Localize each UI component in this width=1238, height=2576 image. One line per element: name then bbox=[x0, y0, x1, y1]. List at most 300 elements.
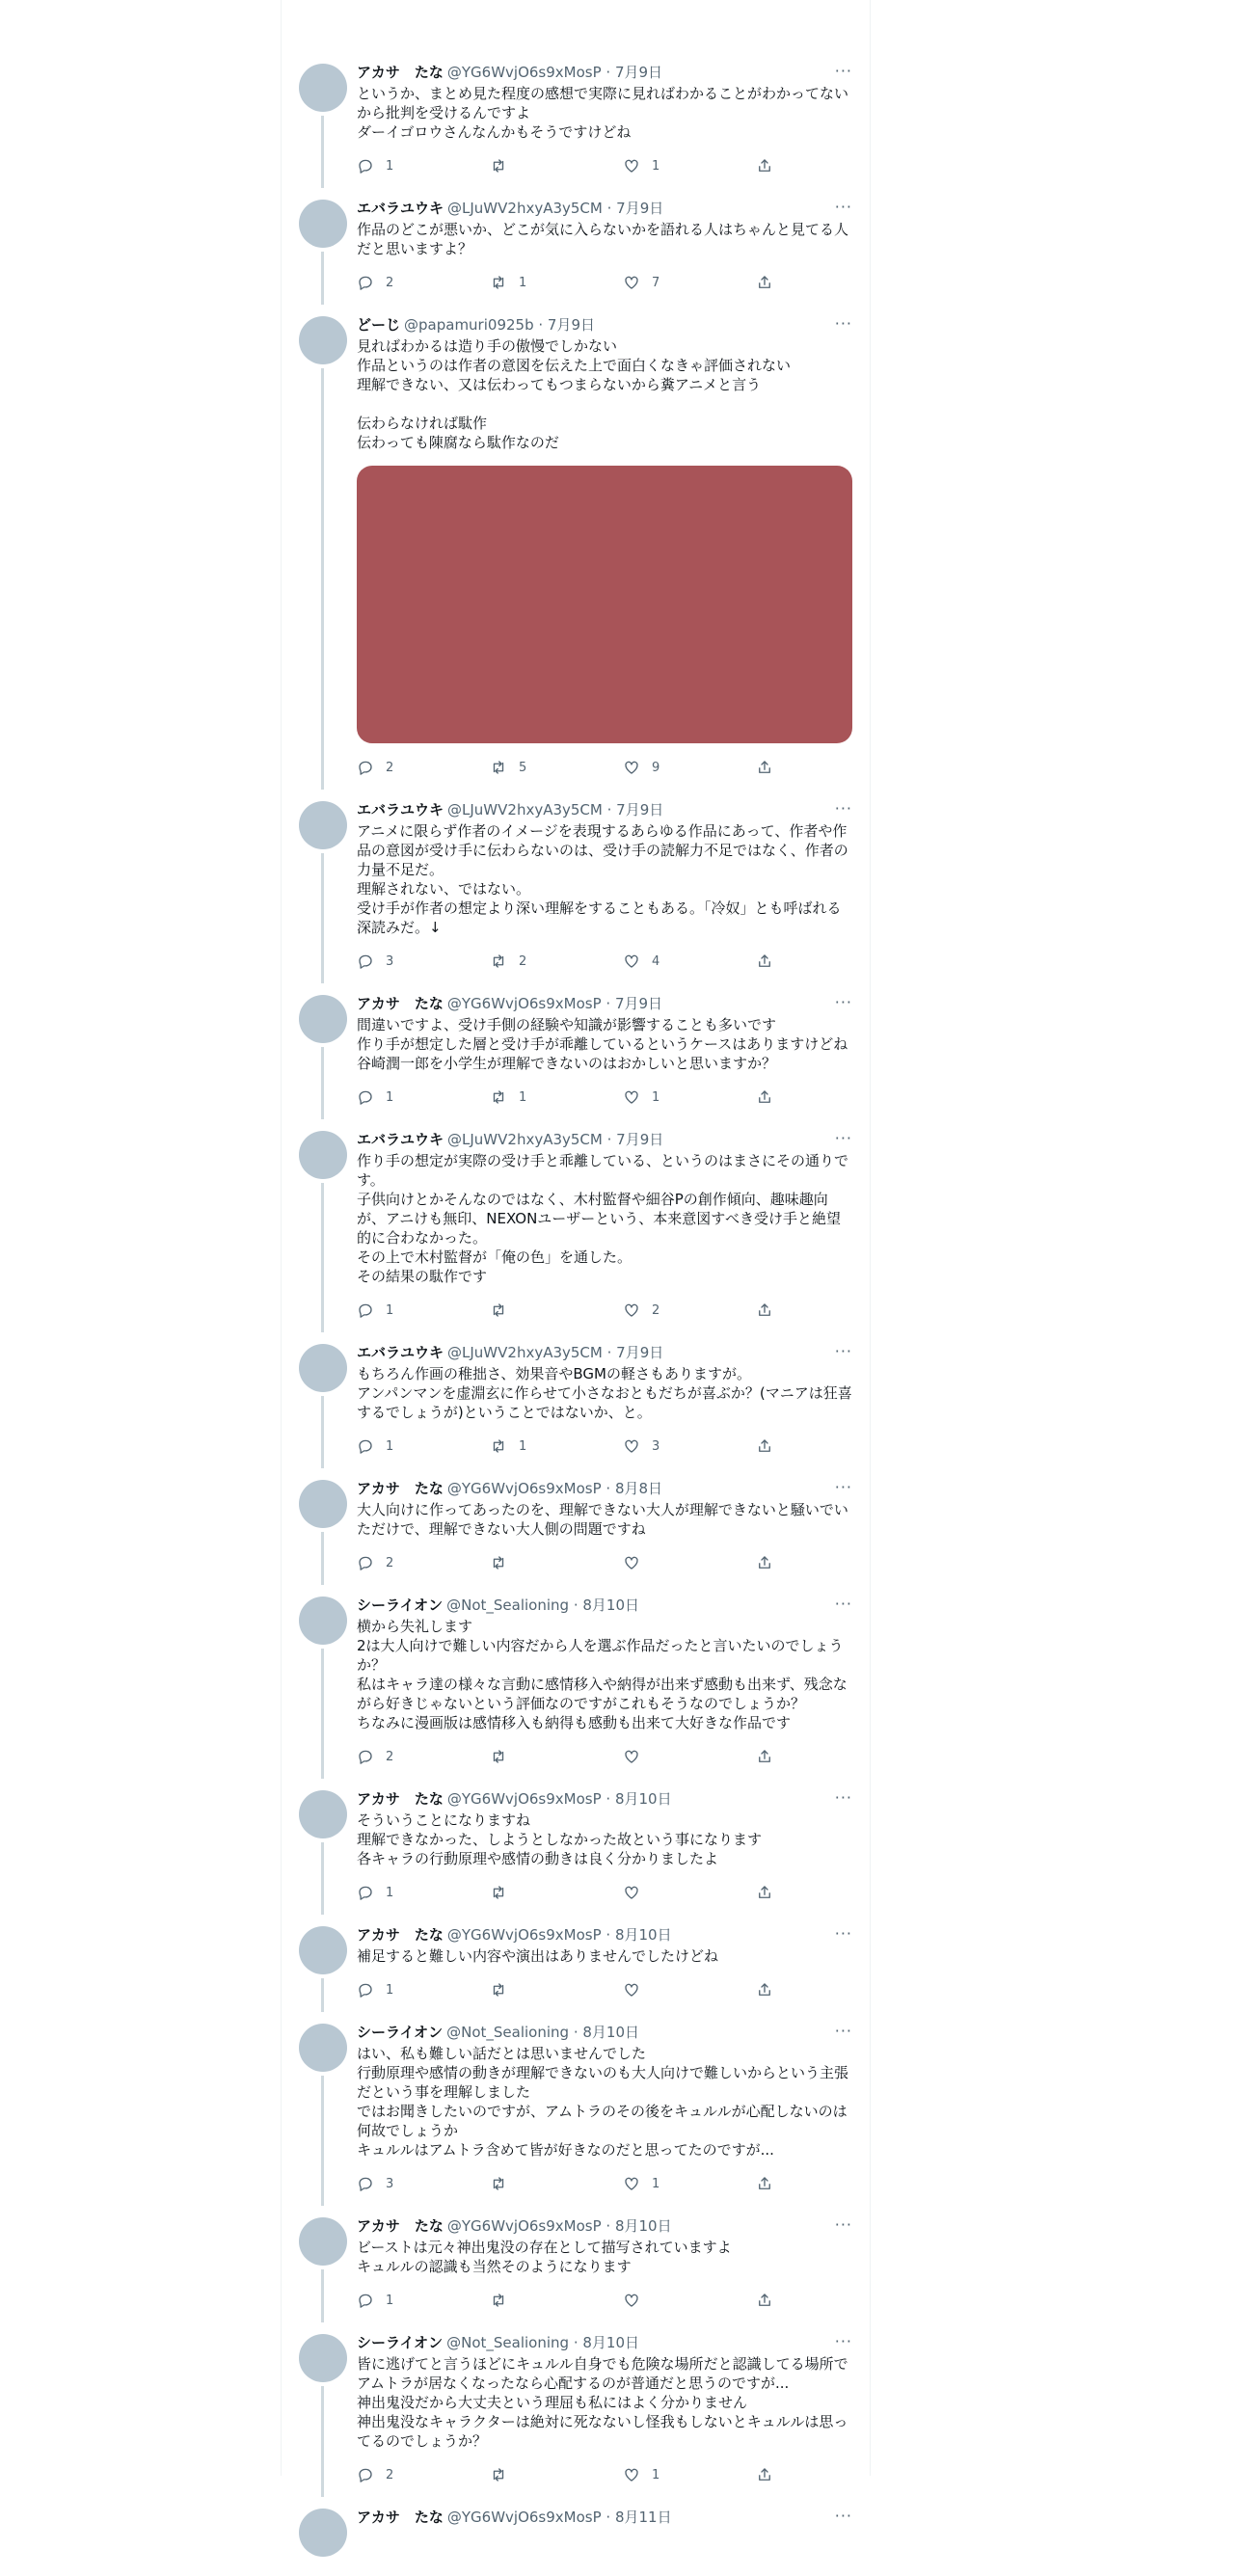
separator: · bbox=[533, 316, 548, 334]
avatar[interactable] bbox=[299, 316, 347, 364]
display-name[interactable]: アカサ たな bbox=[357, 1790, 444, 1808]
separator: · bbox=[569, 1597, 583, 1614]
reply-icon bbox=[357, 2466, 374, 2483]
reply-icon bbox=[357, 1884, 374, 1901]
tweet-header bbox=[357, 995, 852, 1012]
reply-icon bbox=[357, 157, 374, 174]
handle: @Not_Sealioning bbox=[446, 1597, 570, 1614]
share-button[interactable] bbox=[756, 759, 785, 776]
like-button[interactable] bbox=[623, 2292, 756, 2309]
separator: · bbox=[602, 200, 617, 217]
display-name[interactable]: アカサ たな bbox=[357, 995, 444, 1012]
handle-and-date[interactable] bbox=[447, 1131, 663, 1148]
handle: @LJuWV2hxyA3y5CM bbox=[447, 801, 603, 818]
share-icon bbox=[756, 1088, 773, 1106]
like-count: 4 bbox=[652, 953, 660, 969]
reply-icon bbox=[357, 1981, 374, 1999]
more-options-icon[interactable]: ··· bbox=[834, 314, 852, 333]
more-options-icon[interactable]: ··· bbox=[834, 2507, 852, 2525]
avatar[interactable] bbox=[299, 200, 347, 248]
action-bar bbox=[357, 751, 852, 784]
handle: @LJuWV2hxyA3y5CM bbox=[447, 200, 603, 217]
reply-count: 2 bbox=[386, 2467, 394, 2482]
tweet-text: そういうことになりますね 理解できなかった、しようとしなかった故という事になります 各キャラの行動原理や感情の動きは良く分かりましたよ bbox=[357, 1811, 763, 1867]
tweet[interactable] bbox=[282, 2501, 870, 2566]
tweet-header bbox=[357, 316, 852, 334]
tweet-header bbox=[357, 64, 852, 81]
action-bar bbox=[357, 1430, 852, 1462]
tweet[interactable] bbox=[282, 1589, 870, 1773]
tweet-body bbox=[357, 309, 852, 784]
heart-icon bbox=[623, 1088, 640, 1106]
tweet-body bbox=[357, 793, 852, 978]
reply-icon bbox=[357, 759, 374, 776]
reply-button[interactable] bbox=[357, 274, 490, 291]
tweet-header bbox=[357, 200, 852, 217]
retweet-icon bbox=[490, 1884, 507, 1901]
display-name[interactable]: シーライオン bbox=[357, 2024, 444, 2041]
tweet[interactable] bbox=[282, 987, 870, 1114]
share-icon bbox=[756, 953, 773, 970]
heart-icon bbox=[623, 2292, 640, 2309]
avatar-column bbox=[299, 1926, 347, 2006]
tweet-text: はい、私も難しい話だとは思いませんでした 行動原理や感情の動きが理解できないのも大人向けで難しいからという主張だという事を理解しました ではお聞きしたいのですが、アムトラのその後をキュルルが心配しないのは何故でしょうか キュルルはアムトラ含めて皆が好きなのだと思ってたのですが... bbox=[357, 2045, 849, 2159]
reply-icon bbox=[357, 1088, 374, 1106]
separator: · bbox=[601, 2509, 615, 2526]
share-icon bbox=[756, 1554, 773, 1571]
more-options-icon[interactable]: ··· bbox=[834, 1342, 852, 1360]
retweet-icon bbox=[490, 953, 507, 970]
tweet-body bbox=[357, 2016, 852, 2200]
more-options-icon[interactable]: ··· bbox=[834, 799, 852, 818]
more-options-icon[interactable]: ··· bbox=[834, 1478, 852, 1496]
retweet-button[interactable] bbox=[490, 1981, 623, 1999]
handle: @YG6WvjO6s9xMosP bbox=[446, 1926, 602, 1944]
tweet-body bbox=[357, 1919, 852, 2006]
action-bar bbox=[357, 1546, 852, 1579]
conversation-thread bbox=[282, 56, 870, 2576]
reply-count: 1 bbox=[386, 1302, 394, 1318]
reply-icon bbox=[357, 2292, 374, 2309]
tweet-header bbox=[357, 2217, 852, 2235]
thread-connector-line bbox=[321, 2269, 324, 2322]
retweet-icon bbox=[490, 759, 507, 776]
action-bar bbox=[357, 149, 852, 182]
handle: @Not_Sealioning bbox=[446, 2024, 570, 2041]
share-button[interactable] bbox=[756, 1884, 785, 1901]
tweet[interactable] bbox=[282, 2326, 870, 2491]
handle-and-date[interactable] bbox=[447, 1790, 672, 1808]
separator: · bbox=[569, 2334, 583, 2351]
tweet[interactable] bbox=[282, 1783, 870, 1909]
heart-icon bbox=[623, 157, 640, 174]
more-options-icon[interactable]: ··· bbox=[834, 62, 852, 80]
avatar-column bbox=[299, 316, 347, 784]
handle-and-date[interactable] bbox=[447, 801, 663, 818]
display-name[interactable]: アカサ たな bbox=[357, 2217, 444, 2235]
tweet-text: 作り手の想定が実際の受け手と乖離している、というのはまさにその通りです。 子供向けとかそんなのではなく、木村監督や細谷Pの創作傾向、趣味趣向が、アニけも無印、NEXONユーザーという、本来意図すべき受け手と絶望的に合わなかった。 その上で木村監督が「俺の色」を通した。 その結果の駄作です bbox=[357, 1152, 849, 1285]
avatar-column bbox=[299, 2334, 347, 2491]
retweet-icon bbox=[490, 1554, 507, 1571]
reply-count: 2 bbox=[386, 760, 394, 775]
display-name[interactable]: シーライオン bbox=[357, 2334, 444, 2351]
like-button[interactable] bbox=[623, 2466, 756, 2483]
heart-icon bbox=[623, 1884, 640, 1901]
retweet-count: 1 bbox=[519, 275, 527, 290]
handle-and-date[interactable] bbox=[404, 316, 595, 334]
action-bar bbox=[357, 2458, 852, 2491]
tweet[interactable] bbox=[282, 1472, 870, 1579]
action-bar bbox=[357, 1081, 852, 1114]
display-name[interactable]: エバラユウキ bbox=[357, 801, 444, 818]
tweet-body bbox=[357, 2501, 852, 2566]
like-button[interactable] bbox=[623, 157, 756, 174]
share-button[interactable] bbox=[756, 1981, 785, 1999]
reply-icon bbox=[357, 1554, 374, 1571]
like-button[interactable] bbox=[623, 2175, 756, 2192]
separator: · bbox=[601, 1926, 615, 1944]
tweet-header bbox=[357, 1597, 852, 1614]
heart-icon bbox=[623, 953, 640, 970]
tweet[interactable] bbox=[282, 192, 870, 299]
display-name[interactable]: シーライオン bbox=[357, 1597, 444, 1614]
avatar-column bbox=[299, 1480, 347, 1579]
retweet-button[interactable] bbox=[490, 1884, 623, 1901]
tweet-header bbox=[357, 2024, 852, 2041]
reply-button[interactable] bbox=[357, 1088, 490, 1106]
display-name[interactable]: アカサ たな bbox=[357, 64, 444, 81]
share-icon bbox=[756, 1884, 773, 1901]
reply-icon bbox=[357, 2175, 374, 2192]
reply-count: 1 bbox=[386, 1885, 394, 1900]
display-name[interactable]: エバラユウキ bbox=[357, 200, 444, 217]
tweet-body bbox=[357, 1589, 852, 1773]
tweet-text: 皆に逃げてと言うほどにキュルル自身でも危険な場所だと認識してる場所でアムトラが居なくなったなら心配するのが普通だと思うのですが... 神出鬼没だから大丈夫という理屈も私にはよく分かりません 神出鬼没なキャラクターは絶対に死なないし怪我もしないとキュルルは思ってるのでしょうか？ bbox=[357, 2355, 848, 2450]
avatar[interactable] bbox=[299, 1597, 347, 1645]
tweet-text: 間違いですよ、受け手側の経験や知識が影響することも多いです 作り手が想定した層と受け手が乖離しているというケースはありますけどね 谷崎潤一郎を小学生が理解できないのはおかしいと思いますか？ bbox=[357, 1016, 848, 1072]
action-bar bbox=[357, 2167, 852, 2200]
handle: @YG6WvjO6s9xMosP bbox=[446, 2217, 602, 2235]
thread-connector-line bbox=[321, 1649, 324, 1779]
handle-and-date[interactable] bbox=[447, 1344, 663, 1361]
reply-button[interactable] bbox=[357, 2466, 490, 2483]
reply-count: 2 bbox=[386, 275, 394, 290]
reply-icon bbox=[357, 1437, 374, 1455]
reply-button[interactable] bbox=[357, 1301, 490, 1319]
avatar-column bbox=[299, 2217, 347, 2317]
tweet-text: 補足すると難しい内容や演出はありませんでしたけどね bbox=[357, 1947, 719, 1965]
reply-button[interactable] bbox=[357, 1981, 490, 1999]
retweet-button[interactable] bbox=[490, 1748, 623, 1765]
tweet-body bbox=[357, 192, 852, 299]
more-options-icon[interactable]: ··· bbox=[834, 198, 852, 216]
retweet-button[interactable] bbox=[490, 1088, 623, 1106]
thread-connector-line bbox=[321, 1047, 324, 1119]
like-count: 9 bbox=[652, 760, 660, 775]
retweet-button[interactable] bbox=[490, 1437, 623, 1455]
more-options-icon[interactable]: ··· bbox=[834, 2215, 852, 2234]
avatar[interactable] bbox=[299, 1926, 347, 1974]
separator: · bbox=[601, 995, 615, 1012]
display-name[interactable]: アカサ たな bbox=[357, 1480, 444, 1497]
tweet-body bbox=[357, 1472, 852, 1579]
tweet[interactable] bbox=[282, 56, 870, 182]
handle-and-date[interactable] bbox=[447, 995, 662, 1012]
like-button[interactable] bbox=[623, 1748, 756, 1765]
display-name[interactable]: アカサ たな bbox=[357, 1926, 444, 1944]
handle: @YG6WvjO6s9xMosP bbox=[446, 1790, 602, 1808]
retweet-count: 2 bbox=[519, 953, 527, 969]
retweet-icon bbox=[490, 274, 507, 291]
timestamp: 8月10日 bbox=[582, 1597, 639, 1614]
avatar[interactable] bbox=[299, 64, 347, 112]
handle-and-date[interactable] bbox=[447, 2509, 672, 2526]
handle-and-date[interactable] bbox=[446, 2334, 639, 2351]
reply-count: 2 bbox=[386, 1555, 394, 1570]
reply-button[interactable] bbox=[357, 1437, 490, 1455]
share-button[interactable] bbox=[756, 157, 785, 174]
more-options-icon[interactable]: ··· bbox=[834, 1924, 852, 1943]
reply-count: 2 bbox=[386, 1749, 394, 1764]
like-button[interactable] bbox=[623, 953, 756, 970]
tweet-header bbox=[357, 2509, 852, 2526]
like-button[interactable] bbox=[623, 759, 756, 776]
share-icon bbox=[756, 2292, 773, 2309]
action-bar bbox=[357, 1973, 852, 2006]
share-icon bbox=[756, 1748, 773, 1765]
tweet-text: アニメに限らず作者のイメージを表現するあらゆる作品にあって、作者や作品の意図が受け手に伝わらないのは、受け手の読解力不足ではなく、作者の力量不足だ。 理解されない、ではない。 受け手が作者の想定より深い理解をすることもある。「冷奴」とも呼ばれる深読みだ。↓ bbox=[357, 822, 848, 936]
timestamp: 7月9日 bbox=[616, 1344, 664, 1361]
heart-icon bbox=[623, 1554, 640, 1571]
like-button[interactable] bbox=[623, 1884, 756, 1901]
reply-button[interactable] bbox=[357, 2292, 490, 2309]
reply-button[interactable] bbox=[357, 953, 490, 970]
avatar-column bbox=[299, 801, 347, 978]
like-count: 2 bbox=[652, 1302, 660, 1318]
handle: @LJuWV2hxyA3y5CM bbox=[447, 1131, 603, 1148]
separator: · bbox=[569, 2024, 583, 2041]
share-button[interactable] bbox=[756, 2292, 785, 2309]
tweet-body bbox=[357, 1783, 852, 1909]
heart-icon bbox=[623, 1748, 640, 1765]
display-name[interactable]: どーじ bbox=[357, 316, 401, 334]
share-icon bbox=[756, 157, 773, 174]
like-count: 1 bbox=[652, 158, 660, 174]
handle-and-date[interactable] bbox=[447, 1480, 662, 1497]
tweet-body bbox=[357, 987, 852, 1114]
like-button[interactable] bbox=[623, 1088, 756, 1106]
tweet-body bbox=[357, 2210, 852, 2317]
like-button[interactable] bbox=[623, 1554, 756, 1571]
avatar-column bbox=[299, 2509, 347, 2566]
avatar-column bbox=[299, 1344, 347, 1462]
more-options-icon[interactable]: ··· bbox=[834, 1129, 852, 1147]
retweet-button[interactable] bbox=[490, 759, 623, 776]
tweet-header bbox=[357, 1790, 852, 1808]
handle-and-date[interactable] bbox=[446, 2024, 639, 2041]
tweet[interactable] bbox=[282, 2210, 870, 2317]
display-name[interactable]: エバラユウキ bbox=[357, 1344, 444, 1361]
share-icon bbox=[756, 2175, 773, 2192]
reply-button[interactable] bbox=[357, 759, 490, 776]
timeline-column bbox=[281, 0, 871, 2526]
share-button[interactable] bbox=[756, 1301, 785, 1319]
share-button[interactable] bbox=[756, 2466, 785, 2483]
separator: · bbox=[602, 801, 617, 818]
like-count: 1 bbox=[652, 2467, 660, 2482]
retweet-icon bbox=[490, 2292, 507, 2309]
handle-and-date[interactable] bbox=[446, 1597, 639, 1614]
tweet[interactable] bbox=[282, 793, 870, 978]
retweet-icon bbox=[490, 1437, 507, 1455]
like-button[interactable] bbox=[623, 1981, 756, 1999]
display-name[interactable]: エバラユウキ bbox=[357, 1131, 444, 1148]
heart-icon bbox=[623, 1981, 640, 1999]
retweet-button[interactable] bbox=[490, 1554, 623, 1571]
avatar-column bbox=[299, 200, 347, 299]
share-button[interactable] bbox=[756, 1748, 785, 1765]
reply-button[interactable] bbox=[357, 1884, 490, 1901]
tweet-body bbox=[357, 2326, 852, 2491]
more-options-icon[interactable]: ··· bbox=[834, 2332, 852, 2350]
avatar-column bbox=[299, 1790, 347, 1909]
handle-and-date[interactable] bbox=[447, 2217, 672, 2235]
handle-and-date[interactable] bbox=[447, 1926, 672, 1944]
avatar[interactable] bbox=[299, 801, 347, 849]
tweet-text: 作品のどこが悪いか、どこが気に入らないかを語れる人はちゃんと見てる人だと思いますよ？ bbox=[357, 221, 849, 257]
action-bar bbox=[357, 1740, 852, 1773]
avatar[interactable] bbox=[299, 1131, 347, 1179]
share-button[interactable] bbox=[756, 953, 785, 970]
avatar[interactable] bbox=[299, 1790, 347, 1838]
like-count: 3 bbox=[652, 1438, 660, 1454]
avatar[interactable] bbox=[299, 2334, 347, 2382]
reply-button[interactable] bbox=[357, 1748, 490, 1765]
like-button[interactable] bbox=[623, 274, 756, 291]
retweet-button[interactable] bbox=[490, 1301, 623, 1319]
thread-connector-line bbox=[321, 1842, 324, 1915]
avatar[interactable] bbox=[299, 1480, 347, 1528]
like-button[interactable] bbox=[623, 1437, 756, 1455]
separator: · bbox=[601, 1480, 615, 1497]
reply-count: 1 bbox=[386, 1982, 394, 1998]
thread-connector-line bbox=[321, 2386, 324, 2497]
separator: · bbox=[601, 2217, 615, 2235]
thread-connector-line bbox=[321, 2076, 324, 2206]
reply-icon bbox=[357, 953, 374, 970]
avatar[interactable] bbox=[299, 995, 347, 1043]
retweet-button[interactable] bbox=[490, 2466, 623, 2483]
share-icon bbox=[756, 274, 773, 291]
separator: · bbox=[602, 1131, 617, 1148]
timestamp: 8月11日 bbox=[614, 2509, 672, 2526]
more-options-icon[interactable]: ··· bbox=[834, 1788, 852, 1807]
tweet-body bbox=[357, 1123, 852, 1327]
thread-connector-line bbox=[321, 368, 324, 790]
share-button[interactable] bbox=[756, 1437, 785, 1455]
retweet-icon bbox=[490, 1301, 507, 1319]
avatar[interactable] bbox=[299, 1344, 347, 1392]
retweet-button[interactable] bbox=[490, 157, 623, 174]
share-button[interactable] bbox=[756, 1554, 785, 1571]
handle-and-date[interactable] bbox=[447, 64, 662, 81]
avatar[interactable] bbox=[299, 2509, 347, 2557]
tweet-header bbox=[357, 1480, 852, 1497]
more-options-icon[interactable]: ··· bbox=[834, 993, 852, 1011]
retweet-icon bbox=[490, 2175, 507, 2192]
thread-connector-line bbox=[321, 853, 324, 983]
handle: @Not_Sealioning bbox=[446, 2334, 570, 2351]
thread-connector-line bbox=[321, 1396, 324, 1468]
avatar[interactable] bbox=[299, 2024, 347, 2072]
tweet-body bbox=[357, 56, 852, 182]
avatar-column bbox=[299, 995, 347, 1114]
reply-button[interactable] bbox=[357, 2175, 490, 2192]
avatar[interactable] bbox=[299, 2217, 347, 2266]
tweet[interactable] bbox=[282, 2016, 870, 2200]
timestamp: 7月9日 bbox=[614, 995, 663, 1012]
action-bar bbox=[357, 1876, 852, 1909]
separator: · bbox=[602, 1344, 617, 1361]
retweet-button[interactable] bbox=[490, 953, 623, 970]
thread-connector-line bbox=[321, 252, 324, 305]
reply-count: 3 bbox=[386, 953, 394, 969]
reply-icon bbox=[357, 1748, 374, 1765]
reply-button[interactable] bbox=[357, 157, 490, 174]
share-button[interactable] bbox=[756, 1088, 785, 1106]
share-button[interactable] bbox=[756, 274, 785, 291]
avatar-column bbox=[299, 2024, 347, 2200]
reply-count: 1 bbox=[386, 158, 394, 174]
display-name[interactable]: アカサ たな bbox=[357, 2509, 444, 2526]
retweet-icon bbox=[490, 1981, 507, 1999]
like-count: 1 bbox=[652, 2176, 660, 2191]
reply-icon bbox=[357, 274, 374, 291]
reply-icon bbox=[357, 1301, 374, 1319]
reply-button[interactable] bbox=[357, 1554, 490, 1571]
tweet[interactable] bbox=[282, 1123, 870, 1327]
tweet-text: ビーストは元々神出鬼没の存在として描写されていますよ キュルルの認識も当然そのようになります bbox=[357, 2239, 732, 2275]
tweet-image[interactable] bbox=[357, 466, 852, 743]
handle: @YG6WvjO6s9xMosP bbox=[446, 64, 602, 81]
tweet[interactable] bbox=[282, 309, 870, 784]
tweet-text: というか、まとめ見た程度の感想で実際に見ればわかることがわかってないから批判を受けるんですよ ダーイゴロウさんなんかもそうですけどね bbox=[357, 85, 849, 141]
reply-count: 1 bbox=[386, 1438, 394, 1454]
tweet[interactable] bbox=[282, 1336, 870, 1462]
handle: @YG6WvjO6s9xMosP bbox=[446, 2509, 602, 2526]
tweet-text: 見ればわかるは造り手の傲慢でしかない 作品というのは作者の意図を伝えた上で面白くなきゃ評価されない 理解できない、又は伝わってもつまらないから糞アニメと言う 伝わらなければ駄作 伝わっても陳腐なら駄作なのだ bbox=[357, 337, 792, 451]
timestamp: 8月10日 bbox=[582, 2024, 639, 2041]
tweet-header bbox=[357, 801, 852, 818]
retweet-icon bbox=[490, 2466, 507, 2483]
tweet-text: 大人向けに作ってあったのを、理解できない大人が理解できないと騒いでいただけで、理解できない大人側の問題ですね bbox=[357, 1501, 848, 1538]
retweet-count: 1 bbox=[519, 1089, 527, 1105]
handle-and-date[interactable] bbox=[447, 200, 663, 217]
share-button[interactable] bbox=[756, 2175, 785, 2192]
more-options-icon[interactable]: ··· bbox=[834, 1595, 852, 1613]
tweet[interactable] bbox=[282, 1919, 870, 2006]
retweet-button[interactable] bbox=[490, 274, 623, 291]
tweet-header bbox=[357, 1131, 852, 1148]
like-button[interactable] bbox=[623, 1301, 756, 1319]
avatar-column bbox=[299, 64, 347, 182]
handle: @YG6WvjO6s9xMosP bbox=[446, 1480, 602, 1497]
tweet-text: もちろん作画の稚拙さ、効果音やBGMの軽さもありますが。 アンパンマンを虚淵玄に作らせて小さなおともだちが喜ぶか？(マニアは狂喜するでしょうが)ということではないか、と。 bbox=[357, 1365, 852, 1421]
retweet-button[interactable] bbox=[490, 2292, 623, 2309]
share-icon bbox=[756, 2466, 773, 2483]
more-options-icon[interactable]: ··· bbox=[834, 2022, 852, 2040]
retweet-button[interactable] bbox=[490, 2175, 623, 2192]
